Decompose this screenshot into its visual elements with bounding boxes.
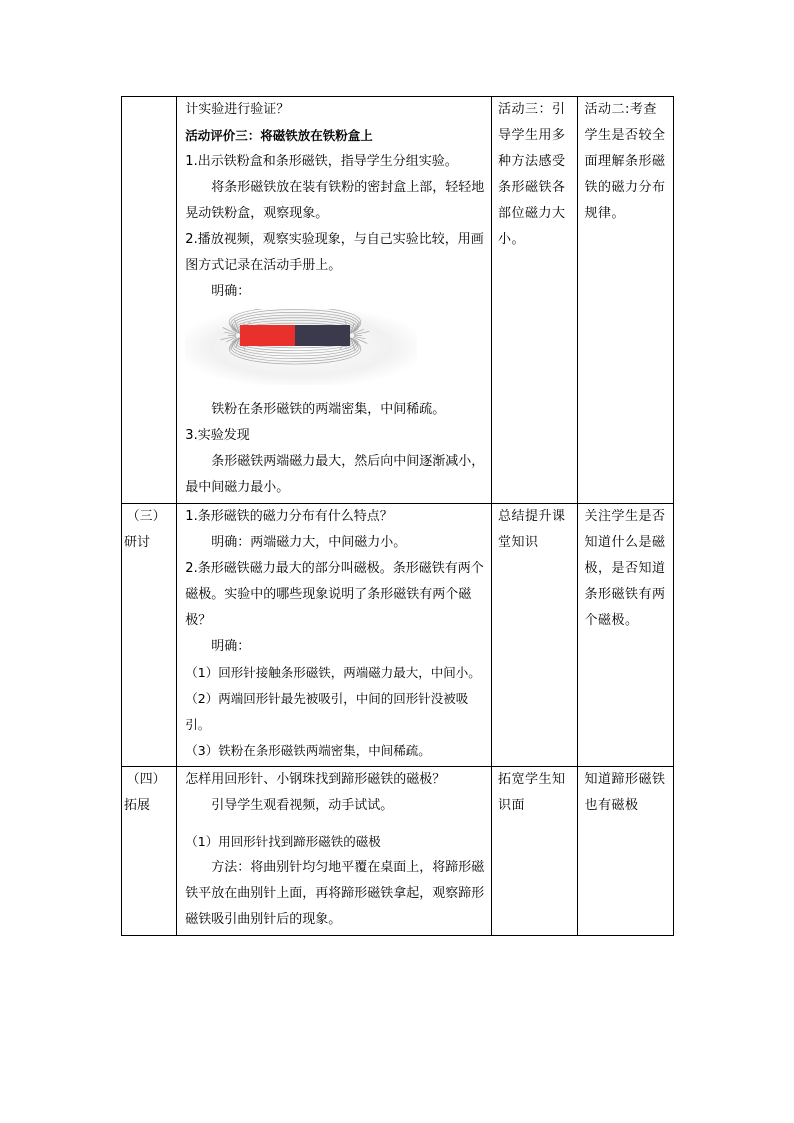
activity-evaluation-heading: 活动评价三：将磁铁放在铁粉盒上: [185, 128, 373, 143]
question-1: 1.条形磁铁的磁力分布有什么特点？: [185, 509, 393, 524]
stage-label: 研讨: [124, 535, 151, 550]
stage-number: （三）: [126, 509, 166, 524]
step-1-detail: 将条形磁铁放在装有铁粉的密封盒上部，轻轻地晃动铁粉盒，观察现象。: [185, 180, 485, 221]
answer-point-1: （1）回形针接触条形磁铁，两端磁力最大，中间小。: [185, 665, 481, 680]
answer-point-2: （2）两端回形针最先被吸引，中间的回形针没被吸引。: [185, 691, 469, 732]
iron-filings-magnet-image: [185, 309, 417, 385]
step-2-text: 2.播放视频，观察实验现象，与自己实验比较，用画图方式记录在活动手册上。: [185, 232, 484, 273]
question-2: 2.条形磁铁磁力最大的部分叫磁极。条形磁铁有两个磁极。实验中的哪些现象说明了条形磁铁有两个磁极？: [185, 561, 484, 628]
design-intent-cell: [492, 767, 578, 936]
stage-number: （四）: [126, 772, 166, 787]
extension-question: 怎样用回形针、小钢珠找到蹄形磁铁的磁极？: [185, 772, 446, 787]
table-row-extension: [122, 767, 674, 936]
answer-point-3: （3）铁粉在条形磁铁两端密集，中间稀疏。: [185, 743, 431, 758]
clarify-label: 明确：: [211, 639, 251, 654]
evaluation-cell: [578, 504, 674, 767]
stage-cell-empty: [122, 97, 177, 504]
lesson-plan-table: [121, 96, 674, 936]
activity-content-cell: [177, 767, 492, 936]
extension-method: 方法：将曲别针均匀地平覆在桌面上，将蹄形磁铁平放在曲别针上面，再将蹄形磁铁拿起，观察蹄形磁铁吸引曲别针后的现象。: [185, 860, 485, 927]
design-intent-cell: [492, 97, 578, 504]
stage-cell: [122, 504, 177, 767]
figure-caption: 铁粉在条形磁铁的两端密集，中间稀疏。: [211, 402, 446, 417]
answer-1: 明确：两端磁力大，中间磁力小。: [211, 535, 407, 550]
design-intent-text: 拓宽学生知识面: [498, 772, 566, 813]
table-row-continuation: [122, 97, 674, 504]
magnet-south-half: [295, 325, 350, 346]
table-row-discussion: [122, 504, 674, 767]
clarify-label: 明确：: [211, 284, 251, 299]
step-3-detail: 条形磁铁两端磁力最大，然后向中间逐渐减小，最中间磁力最小。: [185, 454, 485, 495]
extension-subtask-1: （1）用回形针找到蹄形磁铁的磁极: [185, 834, 381, 849]
activity-content-cell: [177, 504, 492, 767]
step-1-text: 1.出示铁粉盒和条形磁铁，指导学生分组实验。: [185, 154, 458, 169]
stage-cell: [122, 767, 177, 936]
step-3-heading: 3.实验发现: [185, 428, 250, 443]
activity-content-cell: [177, 97, 492, 504]
design-intent-cell: [492, 504, 578, 767]
design-intent-text: 总结提升课堂知识: [498, 509, 566, 550]
text-line: 计实验进行验证？: [185, 102, 290, 117]
stage-label: 拓展: [124, 798, 151, 813]
extension-guide: 引导学生观看视频，动手试试。: [211, 798, 394, 813]
design-intent-text: 活动三：引导学生用多种方法感受条形磁铁各部位磁力大小。: [498, 102, 566, 247]
evaluation-text: 关注学生是否知道什么是磁极，是否知道条形磁铁有两个磁极。: [584, 509, 666, 628]
evaluation-text: 知道蹄形磁铁也有磁极: [584, 772, 666, 813]
magnet-north-half: [240, 325, 295, 346]
evaluation-text: 活动二:考查学生是否较全面理解条形磁铁的磁力分布规律。: [584, 102, 666, 221]
evaluation-cell: [578, 767, 674, 936]
evaluation-cell: [578, 97, 674, 504]
